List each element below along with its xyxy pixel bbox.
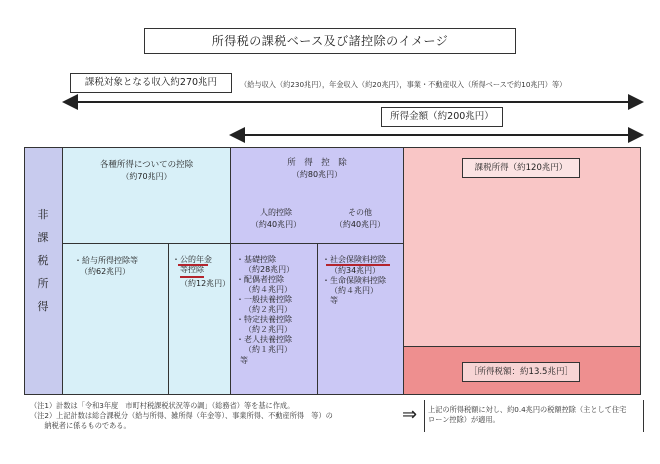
taxable-income-label: 課税対象となる収入約270兆円 — [70, 73, 232, 93]
side-note-line-1: 上記の所得税額に対し、約0.4兆円の税額控除（主として住宅 — [428, 405, 627, 414]
basic-deduction-label: ・基礎控除 — [236, 255, 276, 264]
life-insurance-label: ・生命保険料控除 — [322, 276, 386, 285]
pension-deduction-amount: （約12兆円） — [180, 279, 231, 288]
other-deduction-title: その他 — [348, 208, 372, 217]
income-deduction-title: 各種所得についての控除 — [99, 160, 194, 170]
social-insurance-label: ・社会保険料控除 — [322, 255, 386, 264]
specific-dependent-amount: （約２兆円） — [244, 325, 292, 334]
human-deduction-amount: （約40兆円） — [250, 220, 302, 229]
other-deduction-etc: 等 — [330, 296, 338, 305]
side-note-line-2: ローン控除）が適用。 — [428, 415, 500, 424]
salary-deduction-amount: （約62兆円） — [80, 267, 131, 276]
other-deduction-amount: （約40兆円） — [334, 220, 386, 229]
social-insurance-amount: （約34兆円） — [330, 266, 381, 275]
income-breakdown-note: （給与収入（約230兆円），年金収入（約20兆円），事業・不動産収入（所得ベースで約10兆円）等） — [240, 80, 567, 89]
spouse-deduction-amount: （約４兆円） — [244, 285, 292, 294]
elderly-dependent-amount: （約１兆円） — [244, 345, 292, 354]
nontaxable-label: 非 課 税 所 得 — [37, 208, 49, 313]
specific-dependent-label: ・特定扶養控除 — [236, 315, 292, 324]
footnote-2: （注2）上記計数は総合課税分（給与所得、雑所得（年金等）、事業所得、不動産所得 等）の — [30, 411, 333, 420]
personal-deduction-amount: （約80兆円） — [291, 170, 343, 179]
salary-deduction-label: ・給与所得控除等 — [74, 256, 138, 265]
human-deduction-etc: 等 — [240, 356, 248, 365]
taxable-income-amount-label: 課税所得（約120兆円） — [462, 158, 580, 178]
right-double-arrow-icon: ⇒ — [402, 404, 418, 425]
general-dependent-amount: （約２兆円） — [244, 305, 292, 314]
income-tax-label: ［所得税額：約13.5兆円］ — [462, 362, 580, 382]
general-dependent-label: ・一般扶養控除 — [236, 295, 292, 304]
income-amount-label: 所得金額（約200兆円） — [381, 107, 503, 127]
footnote-1: （注1）計数は「令和3年度 市町村税課税状況等の調」（総務省）等を基に作成。 — [30, 401, 295, 410]
elderly-dependent-label: ・老人扶養控除 — [236, 335, 292, 344]
personal-deduction-title: 所 得 控 除 — [287, 158, 347, 168]
spouse-deduction-label: ・配偶者控除 — [236, 275, 284, 284]
life-insurance-amount: （約４兆円） — [330, 286, 378, 295]
pension-deduction-label-2: 等控除 — [180, 265, 204, 278]
footnote-3: 納税者に係るものである。 — [30, 421, 131, 430]
basic-deduction-amount: （約28兆円） — [244, 265, 295, 274]
pension-deduction-label: ・公的年金 — [172, 255, 212, 264]
human-deduction-title: 人的控除 — [260, 208, 292, 217]
pension-underline-mark — [178, 264, 208, 266]
income-deduction-amount: （約70兆円） — [121, 172, 172, 181]
diagram-title: 所得税の課税ベース及び諸控除のイメージ — [144, 28, 516, 54]
